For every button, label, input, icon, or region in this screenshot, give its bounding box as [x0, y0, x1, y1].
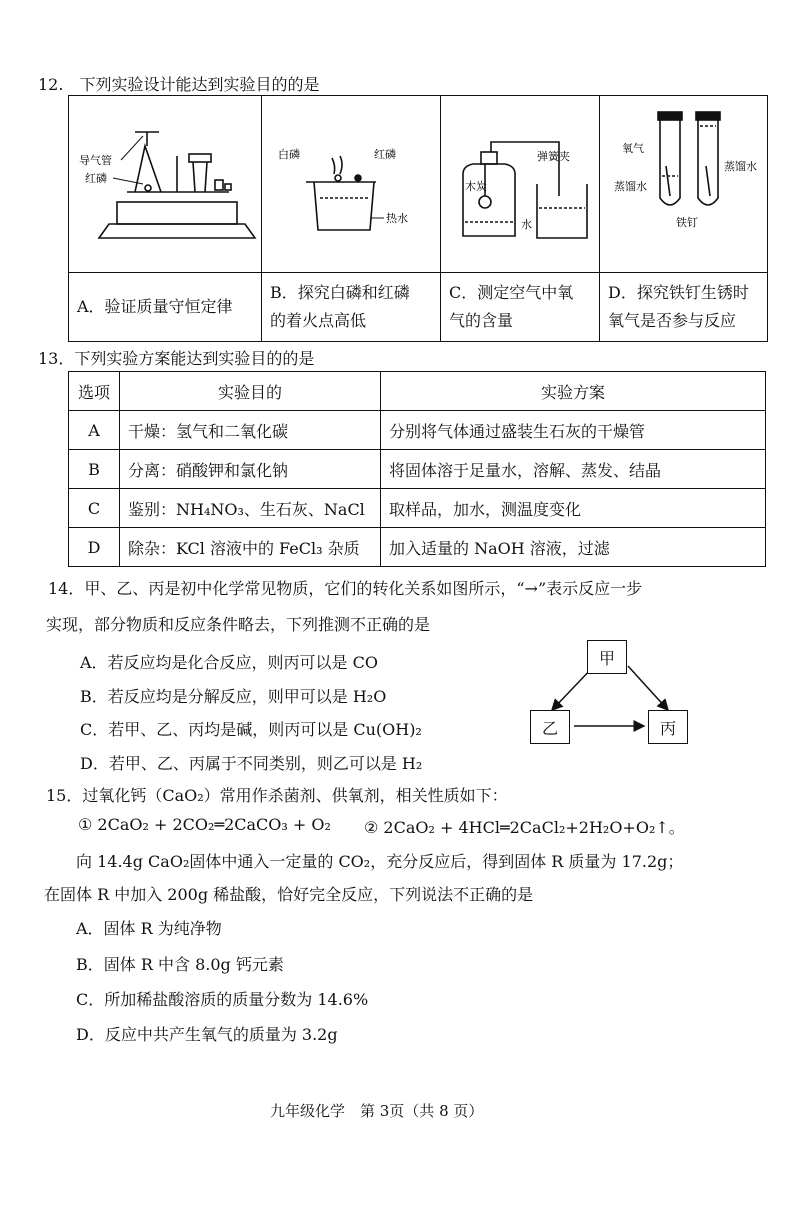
q15-equation-2: ② 2CaO₂ + 4HCl═2CaCl₂+2H₂O+O₂↑。 [364, 818, 685, 837]
option-cell: B [69, 450, 120, 489]
option-line: B．探究白磷和红磷 [270, 283, 410, 302]
q14-option-a[interactable]: A．若反应均是化合反应，则丙可以是 CO [80, 653, 379, 672]
q14-option-d[interactable]: D．若甲、乙、丙属于不同类别，则乙可以是 H₂ [80, 754, 423, 773]
goal-cell: 分离：硝酸钾和氯化钠 [120, 450, 381, 489]
q13-stem: 13．下列实验方案能达到实验目的的是 [38, 349, 315, 368]
option-line: 气的含量 [449, 311, 514, 330]
q15-body-line1: 向 14.4g CaO₂固体中通入一定量的 CO₂，充分反应后，得到固体 R 质量为 17.2g； [76, 852, 684, 871]
q15-equation-1: ① 2CaO₂ + 2CO₂═2CaCO₃ + O₂ [78, 815, 331, 834]
q14-option-c[interactable]: C．若甲、乙、丙均是碱，则丙可以是 Cu(OH)₂ [80, 720, 422, 739]
q14-stem-line1: 14．甲、乙、丙是初中化学常见物质，它们的转化关系如图所示，“→”表示反应一步 [48, 579, 643, 598]
table-row[interactable] [69, 489, 766, 528]
option-line: 氧气是否参与反应 [608, 311, 737, 330]
q12-option-d[interactable] [600, 273, 768, 342]
node-bing: 丙 [648, 710, 688, 744]
q14-stem-line2: 实现，部分物质和反应条件略去，下列推测不正确的是 [46, 615, 431, 634]
goal-cell: 除杂：KCl 溶液中的 FeCl₃ 杂质 [120, 528, 381, 567]
q12-figure-d [600, 96, 768, 273]
goal-cell: 鉴别：NH₄NO₃、生石灰、NaCl [120, 489, 381, 528]
q15-option-a[interactable]: A．固体 R 为纯净物 [76, 919, 222, 938]
q14-option-b[interactable]: B．若反应均是分解反应，则甲可以是 H₂O [80, 687, 387, 706]
q12-option-a[interactable] [69, 273, 262, 342]
label: 水 [521, 218, 532, 231]
plan-cell: 取样品，加水，测温度变化 [381, 489, 766, 528]
label: 弹簧夹 [537, 150, 570, 163]
node-jia: 甲 [587, 640, 627, 674]
option-line: C．测定空气中氧 [449, 283, 574, 302]
label: 白磷 [278, 148, 300, 161]
q13-table [68, 371, 766, 567]
plan-cell: 将固体溶于足量水，溶解、蒸发、结晶 [381, 450, 766, 489]
q12-stem: 12. 下列实验设计能达到实验目的的是 [38, 75, 320, 94]
option-line: 的着火点高低 [270, 311, 367, 330]
header-cell: 实验目的 [120, 372, 381, 411]
label: 铁钉 [676, 216, 698, 229]
label: 蒸馏水 [614, 180, 647, 193]
node-yi: 乙 [530, 710, 570, 744]
label: 导气管 [79, 154, 112, 167]
option-cell: D [69, 528, 120, 567]
label: 红磷 [85, 172, 107, 185]
label: 热水 [386, 212, 408, 225]
table-row[interactable] [69, 528, 766, 567]
q15-option-d[interactable]: D．反应中共产生氧气的质量为 3.2g [76, 1025, 338, 1044]
table-header-row [69, 372, 766, 411]
q12-option-c[interactable] [441, 273, 600, 342]
q12-table [68, 95, 768, 342]
option-cell: A [69, 411, 120, 450]
q15-stem: 15．过氧化钙（CaO₂）常用作杀菌剂、供氧剂，相关性质如下： [46, 786, 508, 805]
plan-cell: 加入适量的 NaOH 溶液，过滤 [381, 528, 766, 567]
option-cell: C [69, 489, 120, 528]
q12-figure-b [262, 96, 441, 273]
label: 红磷 [374, 148, 396, 161]
q15-body-line2: 在固体 R 中加入 200g 稀盐酸，恰好完全反应，下列说法不正确的是 [44, 885, 534, 904]
page-footer: 九年级化学 第 3页（共 8 页） [270, 1102, 484, 1120]
q15-option-b[interactable]: B．固体 R 中含 8.0g 钙元素 [76, 955, 284, 974]
header-cell: 选项 [69, 372, 120, 411]
jar-figure [441, 96, 599, 268]
q12-figure-a [69, 96, 262, 273]
q12-figure-c [441, 96, 600, 273]
q15-option-c[interactable]: C．所加稀盐酸溶质的质量分数为 14.6% [76, 990, 369, 1009]
option-line: A．验证质量守恒定律 [77, 297, 233, 316]
beaker-figure [262, 96, 440, 268]
test-tube-figure [600, 96, 767, 268]
label: 氧气 [622, 142, 644, 155]
q12-option-b[interactable] [262, 273, 441, 342]
label: 蒸馏水 [724, 160, 757, 173]
plan-cell: 分别将气体通过盛装生石灰的干燥管 [381, 411, 766, 450]
table-row[interactable] [69, 411, 766, 450]
goal-cell: 干燥：氢气和二氧化碳 [120, 411, 381, 450]
option-line: D．探究铁钉生锈时 [608, 283, 749, 302]
header-cell: 实验方案 [381, 372, 766, 411]
table-row[interactable] [69, 450, 766, 489]
label: 木炭 [465, 180, 487, 193]
balance-figure [69, 96, 261, 268]
